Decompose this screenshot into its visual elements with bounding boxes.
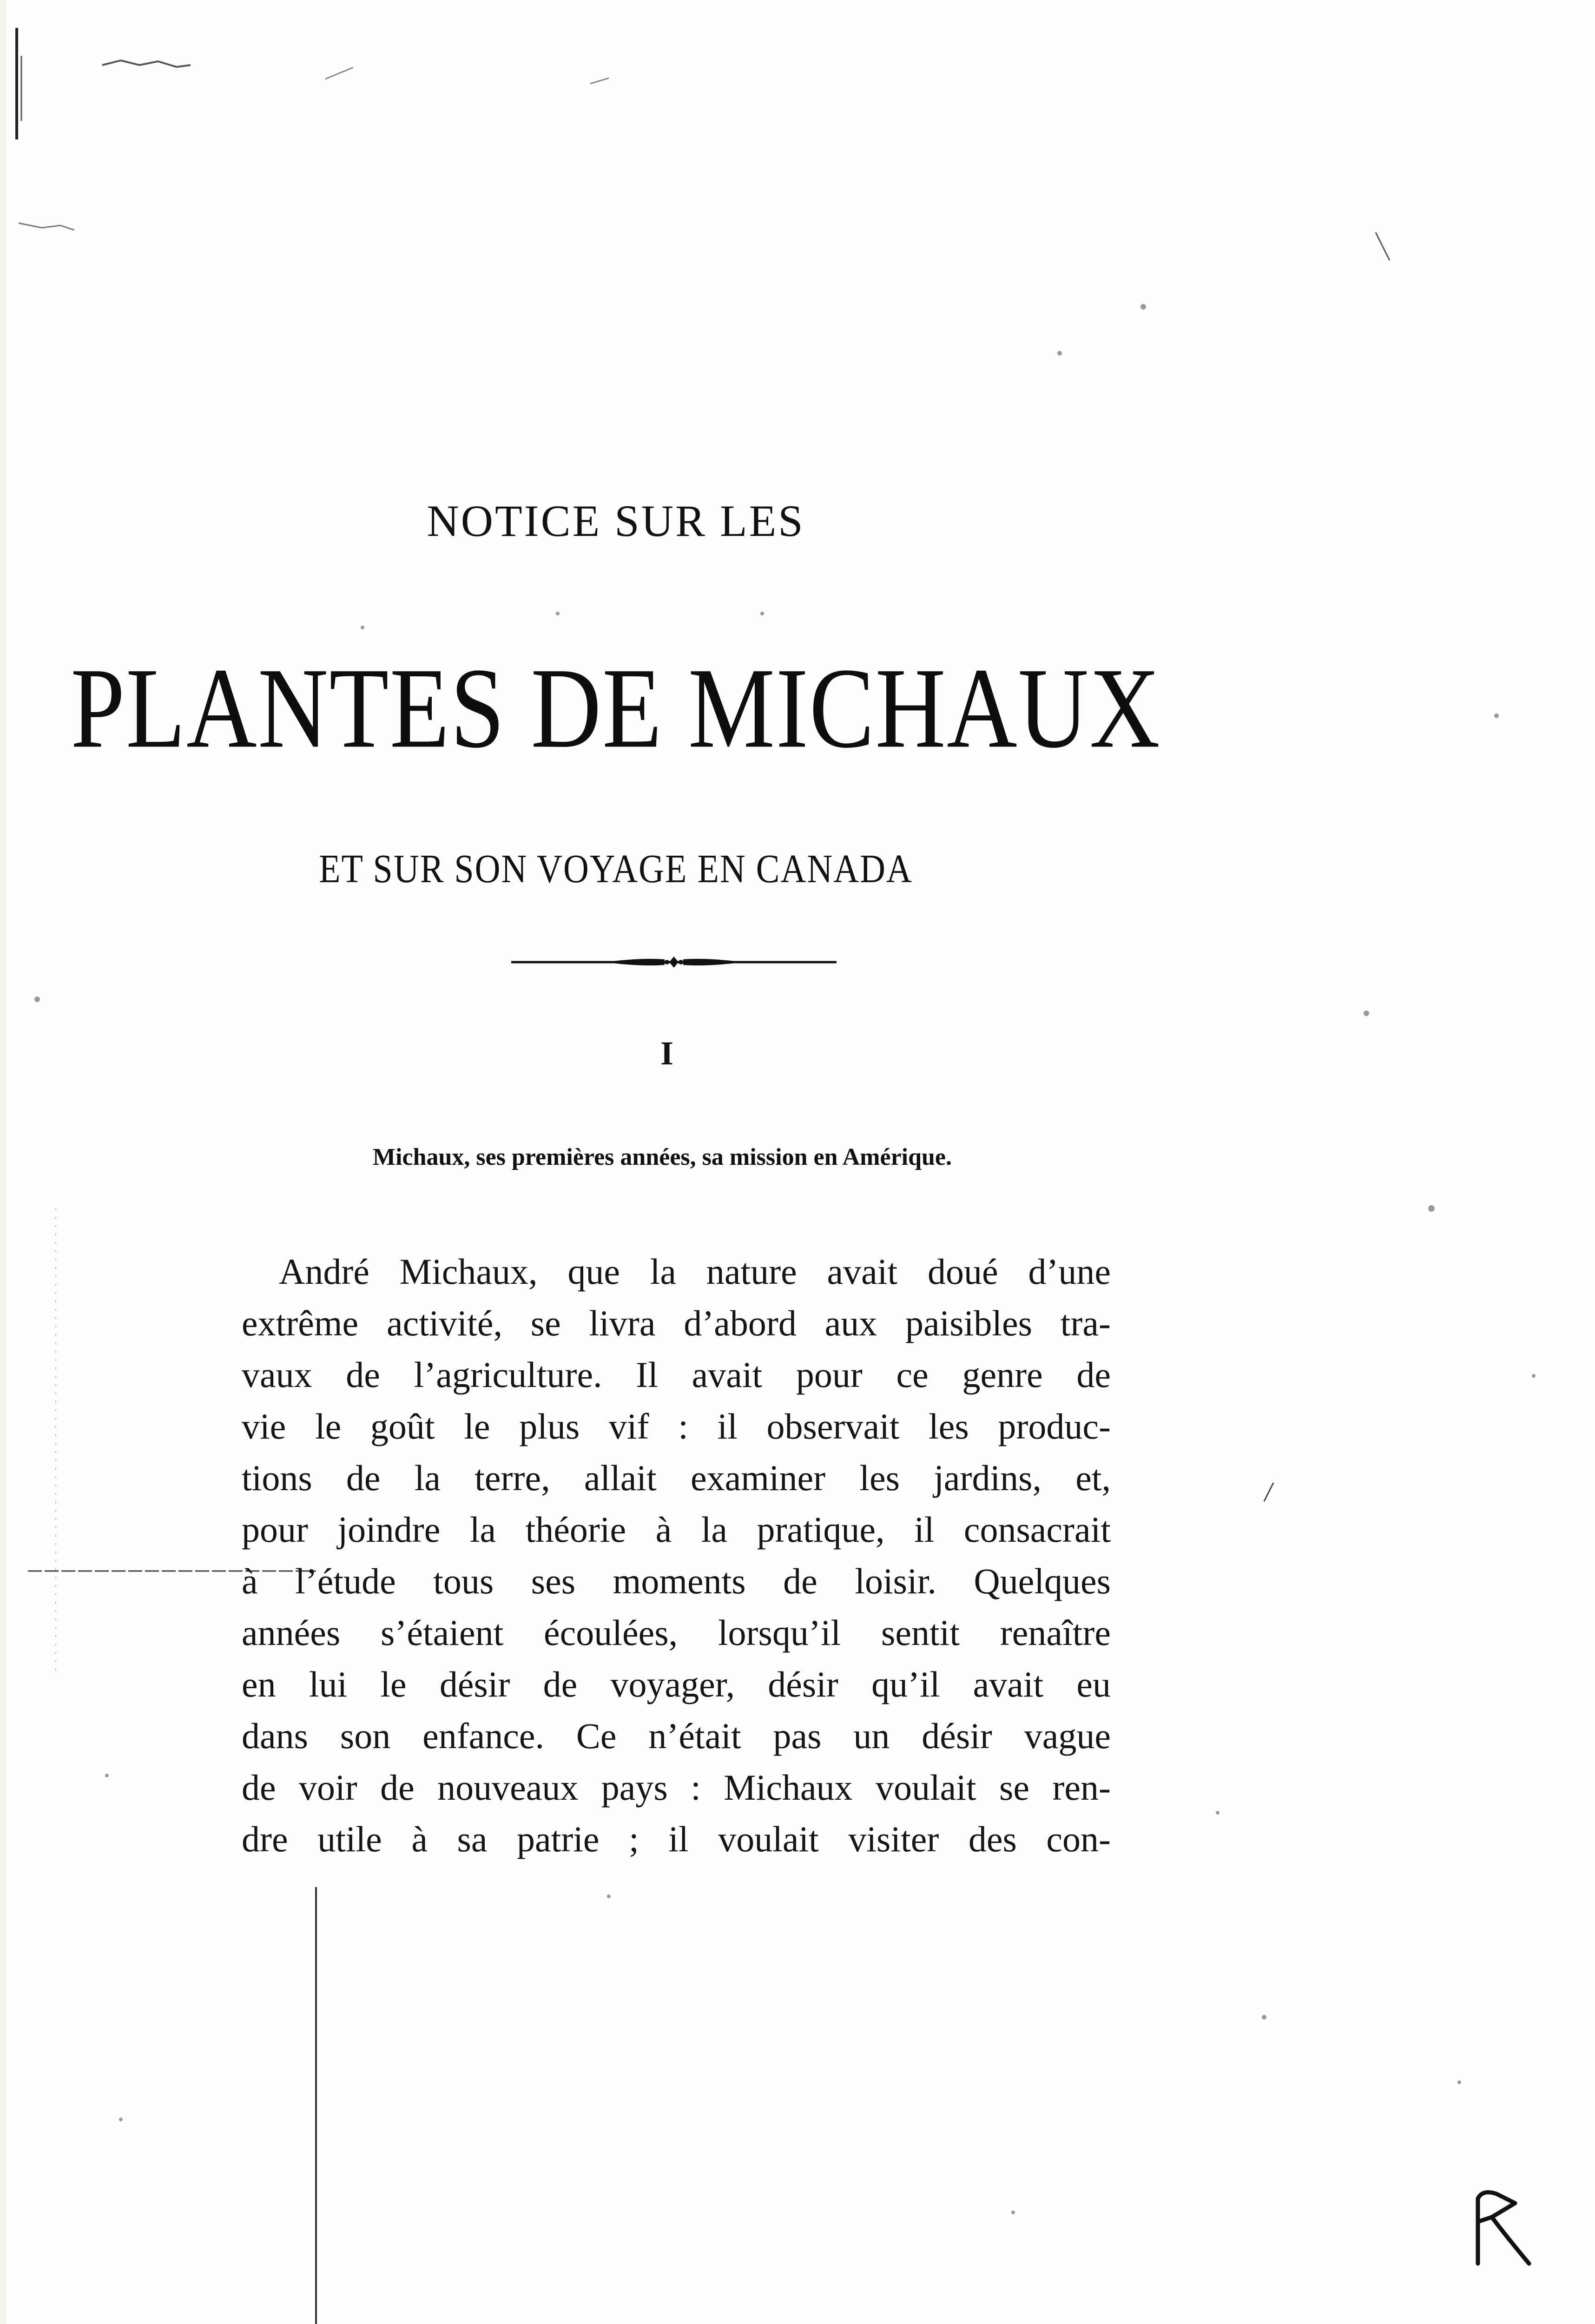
typographic-rule-ornament-icon xyxy=(511,953,837,971)
body-line: dre utile à sa patrie ; il voulait visiter des con- xyxy=(242,1819,1111,1859)
body-line: en lui le désir de voyager, désir qu’il avait eu xyxy=(242,1664,1111,1704)
body-line: de voir de nouveaux pays : Michaux voulait se ren- xyxy=(242,1767,1111,1808)
page-title: PLANTES DE MICHAUX xyxy=(71,645,1161,772)
handwritten-a-mark-icon xyxy=(1464,2185,1538,2278)
title-kicker: NOTICE SUR LES xyxy=(427,496,805,546)
body-line: pour joindre la théorie à la pratique, il consacrait xyxy=(242,1509,1111,1550)
body-line: années s’étaient écoulées, lorsqu’il sentit renaître xyxy=(242,1612,1111,1653)
body-line: vaux de l’agriculture. Il avait pour ce genre de xyxy=(242,1354,1111,1395)
body-line: à l’étude tous ses moments de loisir. Quelques xyxy=(242,1561,1111,1601)
page-subtitle: ET SUR SON VOYAGE EN CANADA xyxy=(319,846,913,891)
body-line: dans son enfance. Ce n’était pas un désir vague xyxy=(242,1716,1111,1756)
body-paragraph xyxy=(242,1246,1111,1865)
body-line: vie le goût le plus vif : il observait les produc- xyxy=(242,1406,1111,1446)
body-line: André Michaux, que la nature avait doué d’une xyxy=(279,1251,1111,1292)
body-line: extrême activité, se livra d’abord aux paisibles tra- xyxy=(242,1303,1111,1343)
section-title: Michaux, ses premières années, sa mission en Amérique. xyxy=(372,1144,952,1170)
section-number: I xyxy=(660,1035,674,1072)
body-line: tions de la terre, allait examiner les jardins, et, xyxy=(242,1458,1111,1498)
